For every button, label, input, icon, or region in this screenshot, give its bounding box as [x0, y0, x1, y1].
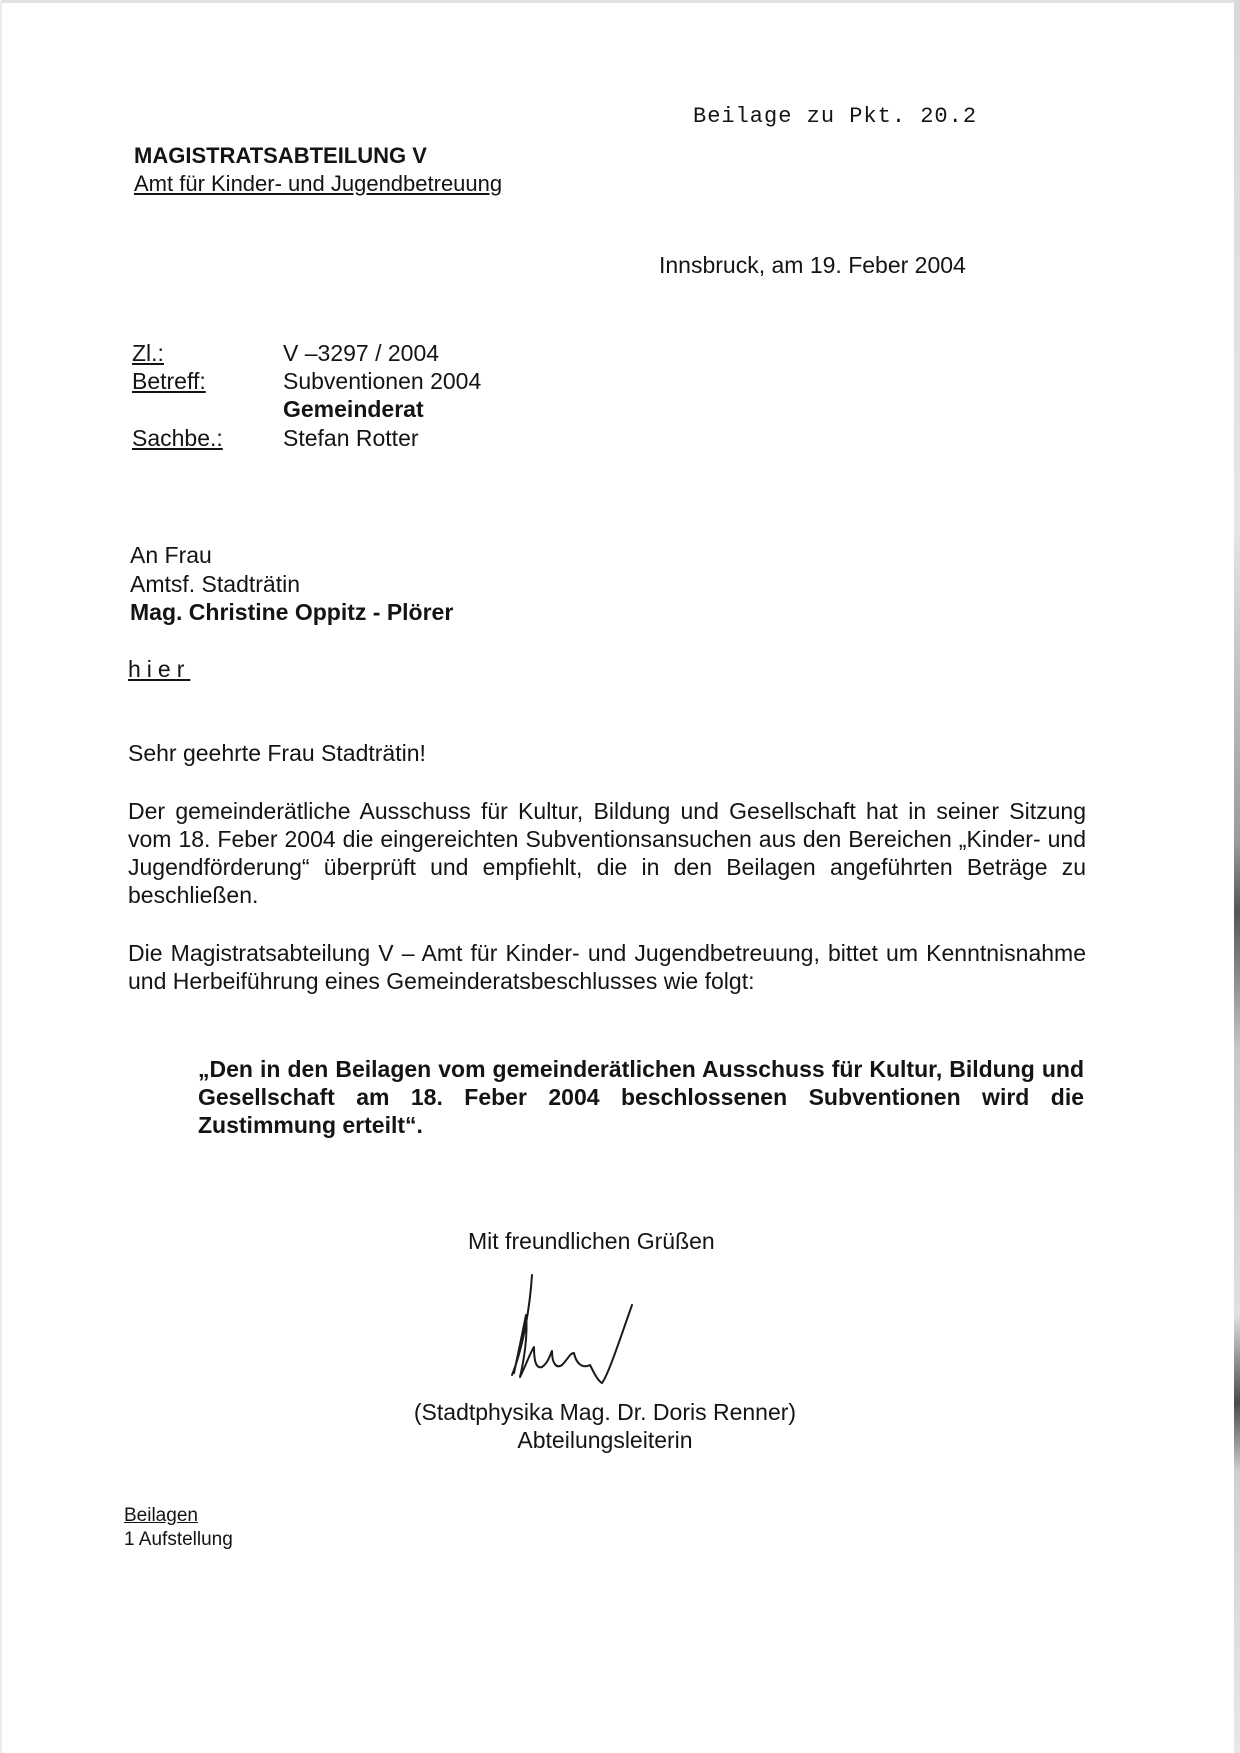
recipient-name: Mag. Christine Oppitz - Plörer: [130, 599, 454, 625]
reference-value: V –3297 / 2004: [283, 340, 440, 366]
clerk-label: Sachbe.:: [132, 425, 223, 451]
signer-name: (Stadtphysika Mag. Dr. Doris Renner): [413, 1399, 797, 1425]
reference-label: Zl.:: [132, 340, 164, 366]
enclosures-label: Beilagen: [124, 1505, 198, 1526]
date-line: Innsbruck, am 19. Feber 2004: [659, 252, 966, 278]
closing-greeting: Mit freundlichen Grüßen: [468, 1228, 715, 1254]
signature-image: [490, 1265, 680, 1415]
attachment-stamp: Beilage zu Pkt. 20.2: [693, 104, 978, 129]
signer-title: Abteilungsleiterin: [517, 1427, 693, 1453]
office-subheading: Amt für Kinder- und Jugendbetreuung: [134, 171, 503, 196]
subject-value-secondary: Gemeinderat: [283, 396, 424, 422]
recipient-location: hier: [128, 656, 191, 682]
body-paragraph-2: Die Magistratsabteilung V – Amt für Kinder- und Jugendbetreuung, bittet um Kenntnisnahme und Herbeiführung eines Gemeinderatsbeschlusses wie folgt:: [128, 940, 1086, 994]
recipient-line-2: Amtsf. Stadträtin: [130, 571, 301, 597]
signer-block: [370, 1398, 840, 1454]
department-heading: MAGISTRATSABTEILUNG V: [134, 143, 427, 168]
body-paragraph-1: Der gemeinderätliche Ausschuss für Kultur, Bildung und Gesellschaft hat in seiner Sitzung vom 18. Feber 2004 die eingereichten Subventionsansuchen aus den Bereichen „Kinder- und Jugendförderung“ überprüft und empfiehlt, die in den Beilagen angeführten Beträge zu beschließen.: [128, 798, 1086, 908]
subject-label: Betreff:: [132, 368, 206, 394]
subject-value: Subventionen 2004: [283, 368, 482, 394]
scan-border-left: [0, 0, 2, 1753]
recipient-line-1: An Frau: [130, 542, 212, 568]
clerk-value: Stefan Rotter: [283, 425, 419, 451]
scan-border-right: [1234, 0, 1240, 1753]
resolution-quote: „Den in den Beilagen vom gemeinderätlichen Ausschuss für Kultur, Bildung und Gesellschaft am 18. Feber 2004 beschlossenen Subventionen wird die Zustimmung erteilt“.: [198, 1056, 1084, 1138]
scan-border-top: [0, 0, 1240, 3]
enclosures-item: 1 Aufstellung: [124, 1529, 233, 1550]
salutation: Sehr geehrte Frau Stadträtin!: [128, 740, 426, 766]
